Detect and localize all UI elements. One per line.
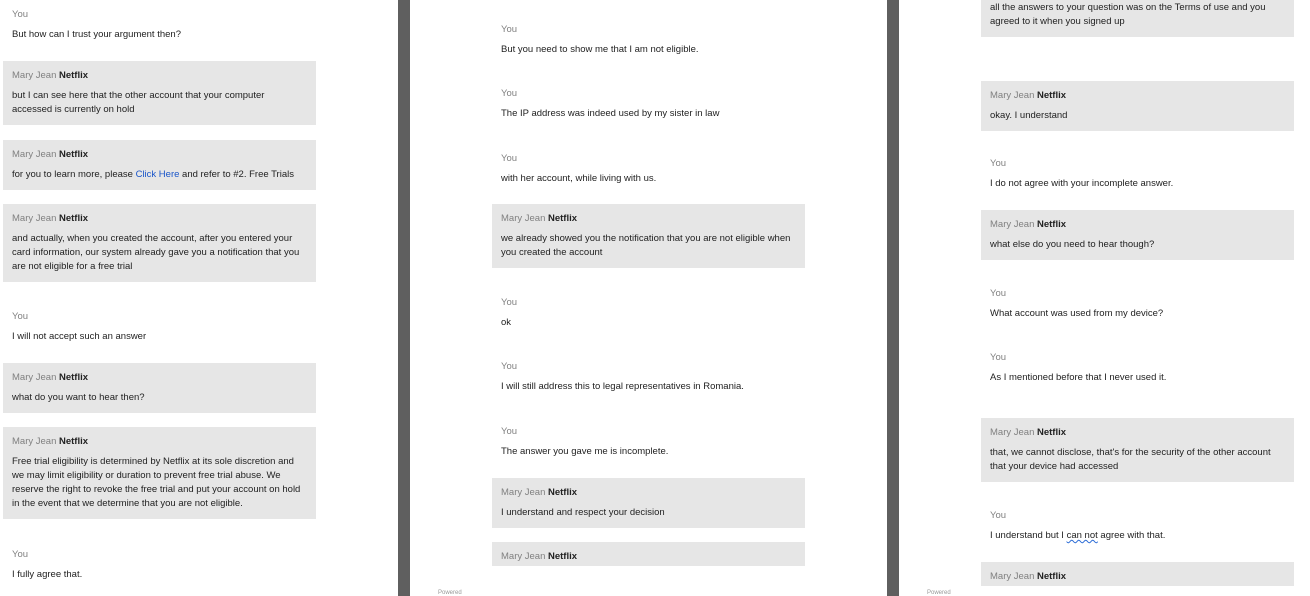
message-user (3, 540, 316, 590)
message-author: Mary Jean Netflix (12, 372, 89, 383)
message-user (492, 352, 805, 402)
message-user (492, 417, 805, 467)
transcript-page-2 (410, 0, 887, 596)
message-user (3, 302, 316, 352)
message-text: ok (501, 317, 512, 328)
message-user (3, 0, 316, 50)
message-text: I fully agree that. (12, 569, 83, 580)
message-author: Mary Jean Netflix (990, 219, 1067, 230)
message-user (981, 343, 1294, 393)
message-author: You (501, 24, 518, 35)
message-author: Mary Jean Netflix (12, 70, 89, 81)
message-text: what do you want to hear then? (12, 392, 145, 403)
page-gutter-left (398, 0, 410, 596)
message-agent (3, 427, 316, 519)
message-text: The answer you gave me is incomplete. (501, 446, 669, 457)
message-user (492, 288, 805, 338)
message-author: You (990, 352, 1007, 363)
message-author: You (501, 88, 518, 99)
message-agent (3, 363, 316, 413)
message-user (492, 79, 805, 129)
footer-powered: Powered (438, 590, 462, 596)
message-text: but I can see here that the other account that your computer accessed is currently on hold (12, 90, 265, 115)
transcript-page-3 (899, 0, 1310, 596)
message-author: You (12, 311, 29, 322)
message-agent (981, 562, 1294, 586)
message-text: What account was used from my device? (990, 308, 1164, 319)
message-author: Mary Jean Netflix (990, 571, 1067, 582)
message-agent (492, 204, 805, 268)
message-user (492, 15, 805, 65)
message-text: we already showed you the notification that you are not eligible when you created the account (501, 233, 791, 258)
message-agent (981, 210, 1294, 260)
message-agent (3, 140, 316, 190)
message-author: Mary Jean Netflix (501, 213, 578, 224)
message-text: and actually, when you created the account, after you entered your card information, our system already gave you a notification that you are not eligible for a free trial (12, 233, 300, 272)
message-text: But you need to show me that I am not eligible. (501, 44, 699, 55)
message-author: You (12, 549, 29, 560)
message-agent (981, 0, 1294, 37)
message-text: But how can I trust your argument then? (12, 29, 181, 40)
message-text: with her account, while living with us. (501, 173, 657, 184)
message-author: You (12, 9, 29, 20)
message-agent (492, 478, 805, 528)
message-author: You (990, 158, 1007, 169)
message-agent (981, 418, 1294, 482)
message-text: that, we cannot disclose, that's for the security of the other account that your device had accessed (990, 447, 1271, 472)
page-gutter-right (887, 0, 899, 596)
message-text: I understand and respect your decision (501, 507, 665, 518)
message-author: You (501, 153, 518, 164)
message-text: okay. I understand (990, 110, 1068, 121)
message-text: I will not accept such an answer (12, 331, 147, 342)
message-agent (3, 204, 316, 282)
message-user (981, 501, 1294, 551)
message-user (981, 149, 1294, 199)
message-author: Mary Jean Netflix (990, 90, 1067, 101)
message-text: what else do you need to hear though? (990, 239, 1155, 250)
message-text: for you to learn more, please Click Here and refer to #2. Free Trials (12, 169, 294, 180)
message-agent (492, 542, 805, 566)
click-here-link[interactable]: Click Here (135, 169, 180, 180)
message-text: Free trial eligibility is determined by Netflix at its sole discretion and we may limit eligibility or duration to prevent free trial abuse. We reserve the right to revoke the free trial and put your account on hold in the event that we determine that you are not eligible. (12, 456, 301, 509)
spellcheck-underlined-text: can not (1066, 530, 1098, 541)
message-text: The IP address was indeed used by my sister in law (501, 108, 720, 119)
message-user (492, 144, 805, 194)
message-user (981, 279, 1294, 329)
message-author: Mary Jean Netflix (12, 149, 89, 160)
message-author: You (990, 288, 1007, 299)
message-text: As I mentioned before that I never used it. (990, 372, 1167, 383)
message-author: Mary Jean Netflix (990, 427, 1067, 438)
message-author: Mary Jean Netflix (12, 436, 89, 447)
footer-powered: Powered (927, 590, 951, 596)
message-text: I do not agree with your incomplete answer. (990, 178, 1174, 189)
message-author: Mary Jean Netflix (12, 213, 89, 224)
message-author: Mary Jean Netflix (501, 551, 578, 562)
message-text: I will still address this to legal representatives in Romania. (501, 381, 744, 392)
message-agent (981, 81, 1294, 131)
message-author: You (501, 361, 518, 372)
transcript-page-1 (0, 0, 398, 596)
message-author: You (501, 297, 518, 308)
message-author: You (501, 426, 518, 437)
message-text: all the answers to your question was on the Terms of use and you agreed to it when you signed up (990, 2, 1266, 27)
message-author: You (990, 510, 1007, 521)
message-text: I understand but I can not agree with that. (990, 530, 1166, 541)
message-author: Mary Jean Netflix (501, 487, 578, 498)
message-agent (3, 61, 316, 125)
